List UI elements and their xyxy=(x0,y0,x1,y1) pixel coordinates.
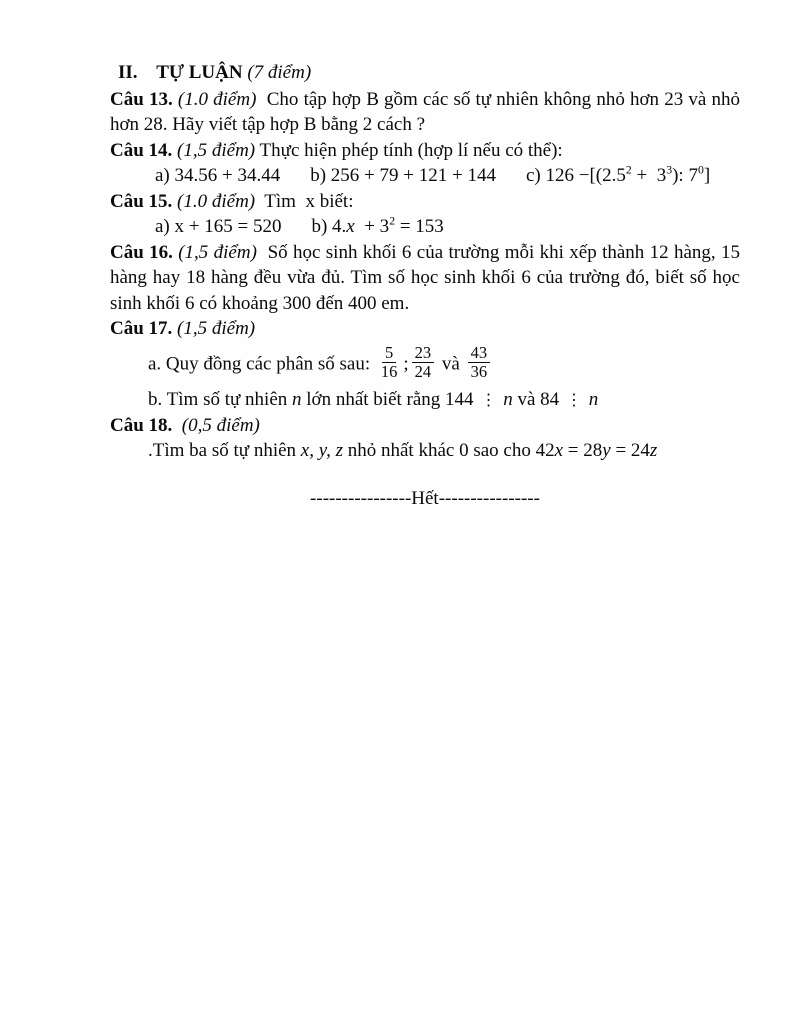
question-14-options-item-1: a) 34.56 + 34.44 xyxy=(155,165,281,186)
question-14: Câu 14. (1,5 điểm) Thực hiện phép tính (hợp lí nếu có thể): xyxy=(110,139,563,161)
divides-icon: ⋮ xyxy=(480,390,497,410)
question-17: Câu 17. (1,5 điểm) xyxy=(110,318,256,339)
question-14-options-item-3: c) $126 -[(2.5^2 + 3^3)$: $7^0$] xyxy=(525,163,711,186)
question-14-options-item-2: b) 256 + 79 + 121 + 144 xyxy=(310,165,496,186)
fraction: $\frac{5}{16}$ xyxy=(380,342,398,381)
question-18: Câu 18. (0,5 điểm) xyxy=(110,414,260,436)
section-heading: II. TỰ LUẬN (7 điểm) xyxy=(118,62,312,83)
question-14-options xyxy=(110,163,740,189)
question-18-body: .Tìm ba số tự nhiên x, y, z nhỏ nhất khác 0 sao cho 42x = 28y = 24z xyxy=(148,440,658,462)
question-13: Câu 13. (1.0 điểm) Cho tập hợp B gồm các số tự nhiên không nhỏ hơn 23 và nhỏ hơn 28. Hãy viết tập hợp B bằng 2 cách ? xyxy=(110,88,745,135)
question-15-options-item-1: a) x + 165 = 520 xyxy=(155,216,282,237)
question-17b: b. Tìm số tự nhiên n lớn nhất biết rằng 144 ⋮ n và 84 ⋮ n xyxy=(148,389,599,411)
question-15-options-item-2: b) $4.x + 3^2 = 153$ xyxy=(311,214,444,237)
fraction: $\frac{23}{24}$ xyxy=(412,344,435,382)
fraction: $\frac{43}{36}$ xyxy=(468,344,491,382)
question-17a: a. Quy đồng các phân số sau: $\frac{5}{16}$ ; $\frac{23}{24}$ và $\frac{43}{36}$ xyxy=(110,342,740,388)
question-15-options xyxy=(110,214,740,240)
divides-icon: ⋮ xyxy=(565,390,583,410)
end-marker: ----------------Hết---------------- xyxy=(310,487,540,509)
document-content xyxy=(110,60,745,464)
question-15: Câu 15. (1.0 điểm) Tìm x biết: xyxy=(110,190,354,212)
question-16: Câu 16. (1,5 điểm) Số học sinh khối 6 của trường mỗi khi xếp thành 12 hàng, 15 hàng hay 18 hàng đều vừa đủ. Tìm số học sinh khối 6 của trường đó, biết số học sinh khối 6 có khoảng 300 đến 400 em. xyxy=(110,241,745,314)
